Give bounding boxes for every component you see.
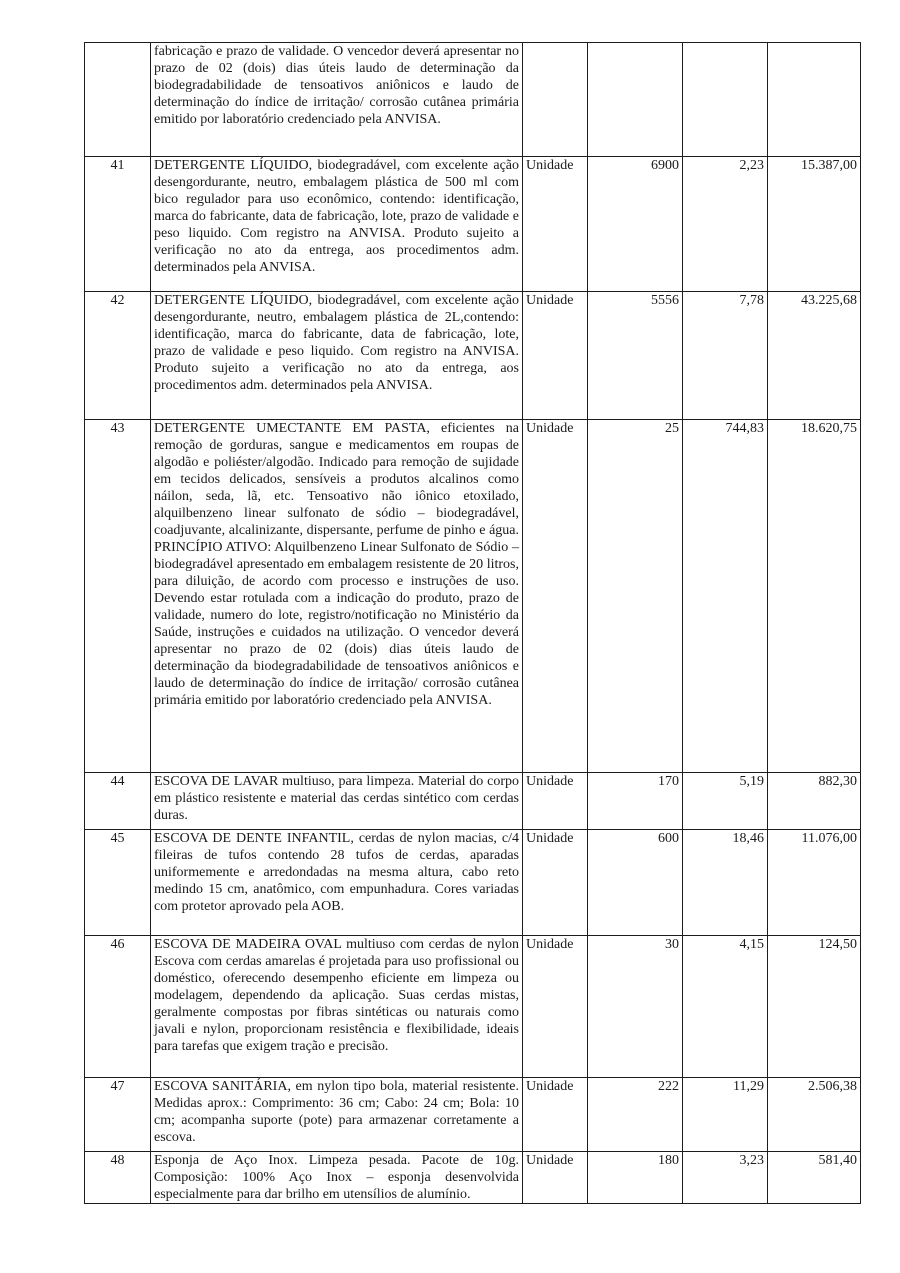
item-unit-cell: Unidade xyxy=(523,830,588,936)
item-unit-cell: Unidade xyxy=(523,420,588,773)
item-unit-cell: Unidade xyxy=(523,1152,588,1204)
item-description-cell: fabricação e prazo de validade. O vencedor deverá apresentar no prazo de 02 (dois) dias úteis laudo de determinação da biodegradabilidade de tensoativos aniônicos e laudo de determinação do índice de irritação/ corrosão cutânea primária emitido por laboratório credenciado pela ANVISA. xyxy=(151,43,523,157)
item-total-cell: 18.620,75 xyxy=(768,420,861,773)
item-description-cell: ESCOVA DE LAVAR multiuso, para limpeza. Material do corpo em plástico resistente e material das cerdas sintético com cerdas duras. xyxy=(151,773,523,830)
table-row xyxy=(85,43,861,157)
item-quantity-cell: 180 xyxy=(588,1152,683,1204)
item-description-cell: ESCOVA DE DENTE INFANTIL, cerdas de nylon macias, c/4 fileiras de tufos contendo 28 tufos de cerdas, aparadas uniformemente e arredondadas na mesma altura, cabo reto medindo 15 cm, anatômico, com empunhadura. Cores variadas com protetor aprovado pela AOB. xyxy=(151,830,523,936)
item-total-cell: 882,30 xyxy=(768,773,861,830)
item-unit-cell: Unidade xyxy=(523,936,588,1078)
table-row xyxy=(85,292,861,420)
item-quantity-cell: 30 xyxy=(588,936,683,1078)
table-row xyxy=(85,936,861,1078)
procurement-items-table xyxy=(84,42,861,1204)
item-unit-cell: Unidade xyxy=(523,157,588,292)
item-description-cell: Esponja de Aço Inox. Limpeza pesada. Pacote de 10g. Composição: 100% Aço Inox – esponja desenvolvida especialmente para dar brilho em utensílios de alumínio. xyxy=(151,1152,523,1204)
item-unit-cell xyxy=(523,43,588,157)
item-number-cell: 41 xyxy=(85,157,151,292)
item-number-cell xyxy=(85,43,151,157)
table-row xyxy=(85,773,861,830)
item-total-cell: 2.506,38 xyxy=(768,1078,861,1152)
item-total-cell: 581,40 xyxy=(768,1152,861,1204)
item-unit-cell: Unidade xyxy=(523,773,588,830)
item-quantity-cell: 6900 xyxy=(588,157,683,292)
item-description-cell: DETERGENTE LÍQUIDO, biodegradável, com excelente ação desengordurante, neutro, embalagem plástica de 2L,contendo: identificação, marca do fabricante, data de fabricação, lote, prazo de validade e peso liquido. Com registro na ANVISA. Produto sujeito a verificação no ato da entrega, aos procedimentos adm. determinados pela ANVISA. xyxy=(151,292,523,420)
item-unit-cell: Unidade xyxy=(523,1078,588,1152)
item-number-cell: 45 xyxy=(85,830,151,936)
item-number-cell: 42 xyxy=(85,292,151,420)
table-row xyxy=(85,420,861,773)
table-row xyxy=(85,1078,861,1152)
item-total-cell: 11.076,00 xyxy=(768,830,861,936)
item-unit-price-cell: 7,78 xyxy=(683,292,768,420)
item-number-cell: 46 xyxy=(85,936,151,1078)
item-unit-price-cell: 2,23 xyxy=(683,157,768,292)
item-unit-price-cell xyxy=(683,43,768,157)
item-unit-cell: Unidade xyxy=(523,292,588,420)
item-number-cell: 47 xyxy=(85,1078,151,1152)
table-row xyxy=(85,830,861,936)
item-total-cell: 124,50 xyxy=(768,936,861,1078)
item-number-cell: 43 xyxy=(85,420,151,773)
item-quantity-cell: 222 xyxy=(588,1078,683,1152)
item-description-cell: DETERGENTE LÍQUIDO, biodegradável, com excelente ação desengordurante, neutro, embalagem plástica de 500 ml com bico regulador para uso econômico, contendo: identificação, marca do fabricante, data de fabricação, lote, prazo de validade e peso liquido. Com registro na ANVISA. Produto sujeito a verificação no ato da entrega, aos procedimentos adm. determinados pela ANVISA. xyxy=(151,157,523,292)
item-unit-price-cell: 4,15 xyxy=(683,936,768,1078)
item-description-cell: ESCOVA SANITÁRIA, em nylon tipo bola, material resistente. Medidas aprox.: Comprimento: 36 cm; Cabo: 24 cm; Bola: 10 cm; acompanha suporte (pote) para armazenar corretamente a escova. xyxy=(151,1078,523,1152)
item-unit-price-cell: 3,23 xyxy=(683,1152,768,1204)
item-unit-price-cell: 18,46 xyxy=(683,830,768,936)
item-quantity-cell xyxy=(588,43,683,157)
item-number-cell: 48 xyxy=(85,1152,151,1204)
item-description-cell: ESCOVA DE MADEIRA OVAL multiuso com cerdas de nylon Escova com cerdas amarelas é projetada para uso profissional ou doméstico, oferecendo desempenho eficiente em limpeza ou modelagem, dependendo da aplicação. Suas cerdas mistas, geralmente compostas por fibras sintéticas ou naturais como javali e nylon, proporcionam resistência e flexibilidade, ideais para tarefas que exigem tração e precisão. xyxy=(151,936,523,1078)
item-unit-price-cell: 11,29 xyxy=(683,1078,768,1152)
item-number-cell: 44 xyxy=(85,773,151,830)
item-unit-price-cell: 5,19 xyxy=(683,773,768,830)
item-quantity-cell: 5556 xyxy=(588,292,683,420)
table-row xyxy=(85,1152,861,1204)
item-quantity-cell: 170 xyxy=(588,773,683,830)
item-total-cell: 15.387,00 xyxy=(768,157,861,292)
table-body xyxy=(85,43,861,1204)
item-unit-price-cell: 744,83 xyxy=(683,420,768,773)
item-quantity-cell: 600 xyxy=(588,830,683,936)
item-description-cell: DETERGENTE UMECTANTE EM PASTA, eficientes na remoção de gorduras, sangue e medicamentos em roupas de algodão e poliéster/algodão. Indicado para remoção de sujidade em tecidos delicados, sensíveis a produtos alcalinos como náilon, seda, lã, etc. Tensoativo não iônico etoxilado, alquilbenzeno linear sulfonato de sódio – biodegradável, coadjuvante, alcalinizante, dispersante, perfume de pinho e água. PRINCÍPIO ATIVO: Alquilbenzeno Linear Sulfonato de Sódio – biodegradável apresentado em embalagem resistente de 20 litros, para diluição, de acordo com processo e instruções de uso. Devendo estar rotulada com a indicação do produto, prazo de validade, numero do lote, registro/notificação no Ministério da Saúde, instruções e cuidados na utilização. O vencedor deverá apresentar no prazo de 02 (dois) dias úteis laudo de determinação da biodegradabilidade de tensoativos aniônicos e laudo de determinação do índice de irritação/ corrosão cutânea primária emitido por laboratório credenciado pela ANVISA. xyxy=(151,420,523,773)
item-total-cell: 43.225,68 xyxy=(768,292,861,420)
item-total-cell xyxy=(768,43,861,157)
item-quantity-cell: 25 xyxy=(588,420,683,773)
table-row xyxy=(85,157,861,292)
